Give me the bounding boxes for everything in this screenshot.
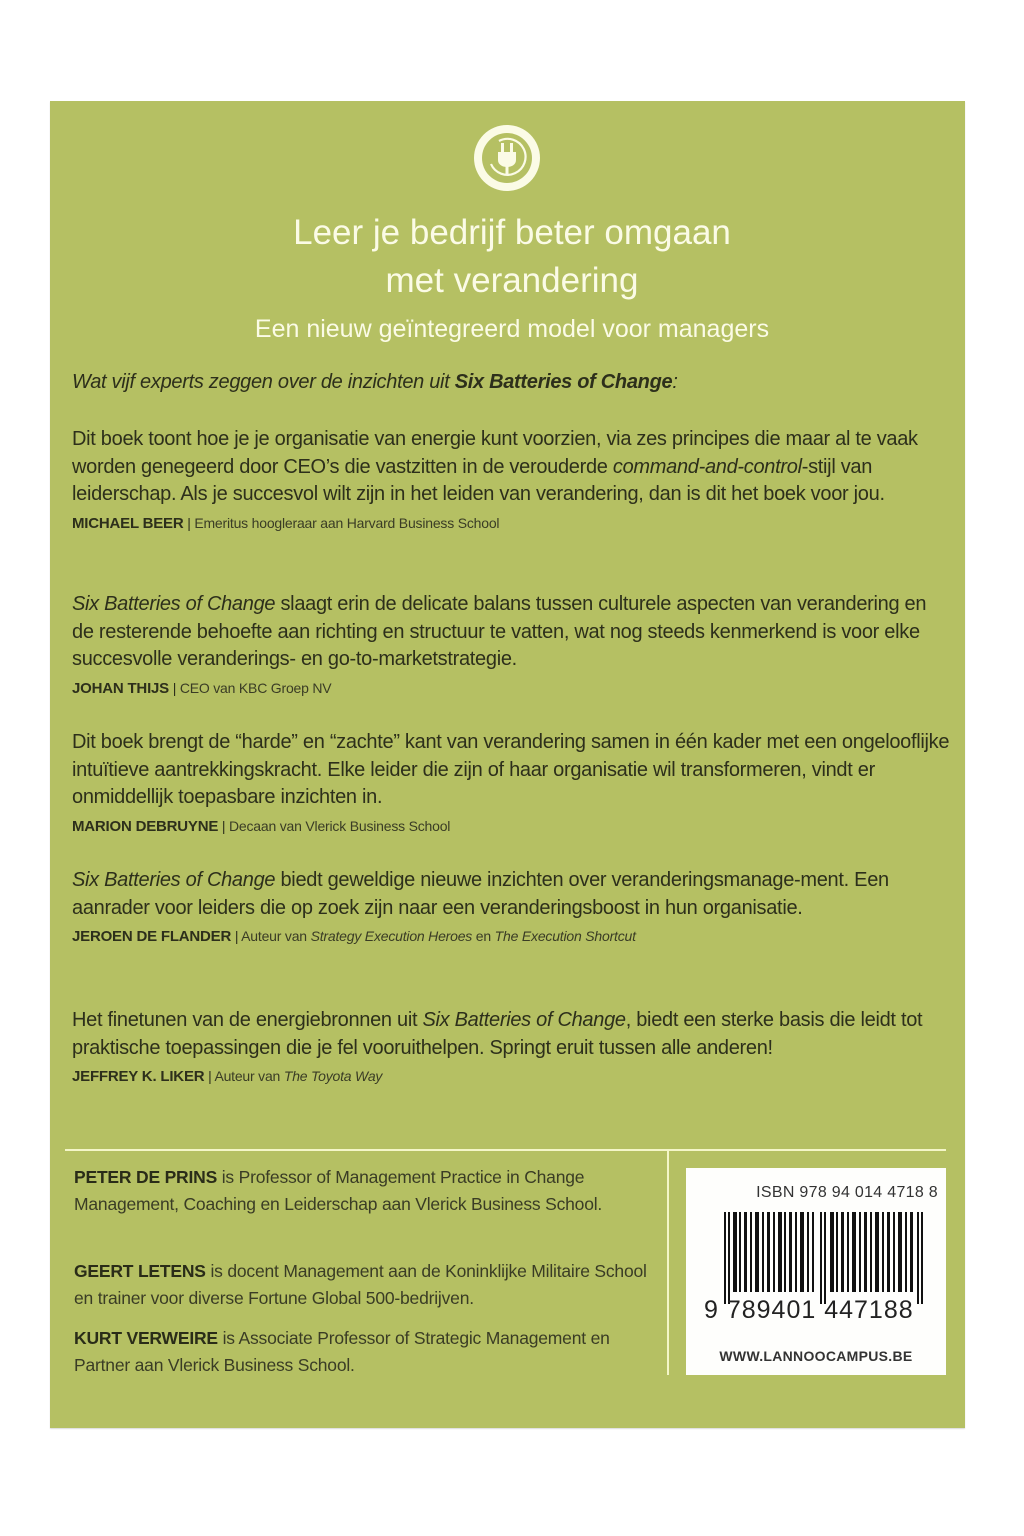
- separator: |: [169, 679, 180, 696]
- author-bio-text: is docent Management aan de Koninklijke Militaire School en trainer voor diverse Fortune Global 500-bedrijven.: [74, 1261, 647, 1308]
- quote-2: [72, 591, 952, 699]
- quote-author: JEFFREY K. LIKER: [72, 1068, 205, 1085]
- intro-book-title: Six Batteries of Change: [454, 371, 673, 393]
- plug-in-circle-icon: [473, 124, 541, 192]
- author-bio-text: is Associate Professor of Strategic Management en Partner aan Vlerick Business School.: [74, 1328, 610, 1375]
- quote-text-part: slaagt erin de delicate balans tussen culturele aspecten van verandering en de resterende behoefte aan richting en structuur te vatten, wat nog steeds kenmerkend is voor elke succesvolle veranderings- en go-to-marketstrategie.: [72, 593, 927, 670]
- quote-attribution: [72, 513, 952, 534]
- quote-attribution: [72, 816, 952, 837]
- quote-3: [72, 729, 952, 837]
- quote-author-role: Emeritus hoogleraar aan Harvard Business School: [194, 514, 500, 531]
- quote-author-role: Auteur van: [241, 928, 311, 944]
- quote-text-part: -stijl van leiderschap. Als je succesvol wilt zijn in het leiden van verandering, dan is dit het boek voor jou.: [72, 455, 885, 505]
- quote-attribution: [72, 1066, 952, 1087]
- quote-author: MARION DEBRUYNE: [72, 817, 219, 835]
- quote-text-part: , biedt een sterke basis die leidt tot praktische toepassingen die je fel vooruithelpen. Springt eruit tussen alle anderen!: [72, 1009, 923, 1059]
- barcode-panel: [686, 1168, 946, 1375]
- quote-text-italic: command-and-control: [612, 455, 802, 478]
- quote-text: [72, 591, 952, 674]
- quote-author: JEROEN DE FLANDER: [72, 928, 232, 945]
- quote-5: [72, 1007, 952, 1087]
- quote-author-role: Decaan van Vlerick Business School: [229, 817, 451, 834]
- quote-attribution: [72, 678, 952, 699]
- separator: |: [231, 928, 242, 944]
- separator: |: [183, 514, 195, 531]
- author-name: KURT VERWEIRE: [74, 1328, 218, 1348]
- intro-suffix: :: [672, 371, 678, 393]
- quote-text: [72, 729, 952, 812]
- separator: |: [218, 817, 230, 834]
- quote-text-part: Dit boek brengt de “harde” en “zachte” kant van verandering samen in één kader met een ongelooflijke intuïtieve aantrekkingskracht. Elke leider die zijn of haar organisatie wil transformeren, vindt er onmiddellijk toepasbare inzichten in.: [72, 731, 950, 808]
- quote-author-role: CEO van KBC Groep NV: [179, 679, 332, 696]
- barcode-icon: [724, 1212, 924, 1304]
- quote-text: [72, 1007, 952, 1062]
- publisher-website: WWW.LANNOOCAMPUS.BE: [719, 1348, 913, 1364]
- intro-text: Wat vijf experts zeggen over de inzichten uit: [72, 371, 455, 393]
- quote-text-italic: Six Batteries of Change: [422, 1009, 626, 1031]
- quote-4: [72, 867, 952, 947]
- author-bio-text: is Professor of Management Practice in Change Management, Coaching en Leiderschap aan Vlerick Business School.: [74, 1167, 603, 1214]
- quote-attribution: [72, 926, 952, 947]
- quote-author: JOHAN THIJS: [72, 679, 169, 697]
- barcode-digits: 9 789401 447188: [704, 1296, 914, 1324]
- horizontal-divider: [65, 1149, 946, 1151]
- author-name: GEERT LETENS: [74, 1261, 206, 1281]
- quote-text-italic: Six Batteries of Change: [72, 593, 276, 615]
- cover-title-line2: met verandering: [385, 261, 639, 300]
- quotes-intro: [72, 371, 678, 394]
- separator: |: [204, 1068, 215, 1084]
- quote-text-italic: Six Batteries of Change: [72, 869, 276, 891]
- author-bio-3: [74, 1325, 664, 1379]
- role-book-title: Strategy Execution Heroes: [310, 928, 473, 944]
- quote-text: [72, 426, 952, 509]
- cover-title-line1: Leer je bedrijf beter omgaan: [293, 213, 731, 252]
- role-book-title: The Toyota Way: [283, 1068, 383, 1084]
- cover-subtitle: Een nieuw geïntegreerd model voor managers: [254, 315, 770, 343]
- author-bio-2: [74, 1258, 664, 1312]
- isbn-label: ISBN 978 94 014 4718 8: [756, 1184, 938, 1201]
- author-bio-1: [74, 1164, 664, 1218]
- role-text: en: [472, 928, 495, 944]
- quote-text-part: Het finetunen van de energiebronnen uit: [72, 1009, 423, 1031]
- quote-text-part: Dit boek toont hoe je je organisatie van energie kunt voorzien, via zes principes die maar al te vaak worden genegeerd door CEO’s die vastzitten in de verouderde: [72, 428, 918, 478]
- role-book-title: The Execution Shortcut: [494, 928, 636, 944]
- vertical-divider: [667, 1151, 669, 1375]
- quote-author: MICHAEL BEER: [72, 514, 184, 532]
- quote-1: [72, 426, 952, 534]
- quote-text-part: biedt geweldige nieuwe inzichten over veranderingsmanage-ment. Een aanrader voor leiders die op zoek zijn naar een veranderingsboost in hun organisatie.: [72, 869, 889, 919]
- quote-author-role: Auteur van: [214, 1068, 284, 1084]
- quote-text: [72, 867, 952, 922]
- author-name: PETER DE PRINS: [74, 1167, 218, 1187]
